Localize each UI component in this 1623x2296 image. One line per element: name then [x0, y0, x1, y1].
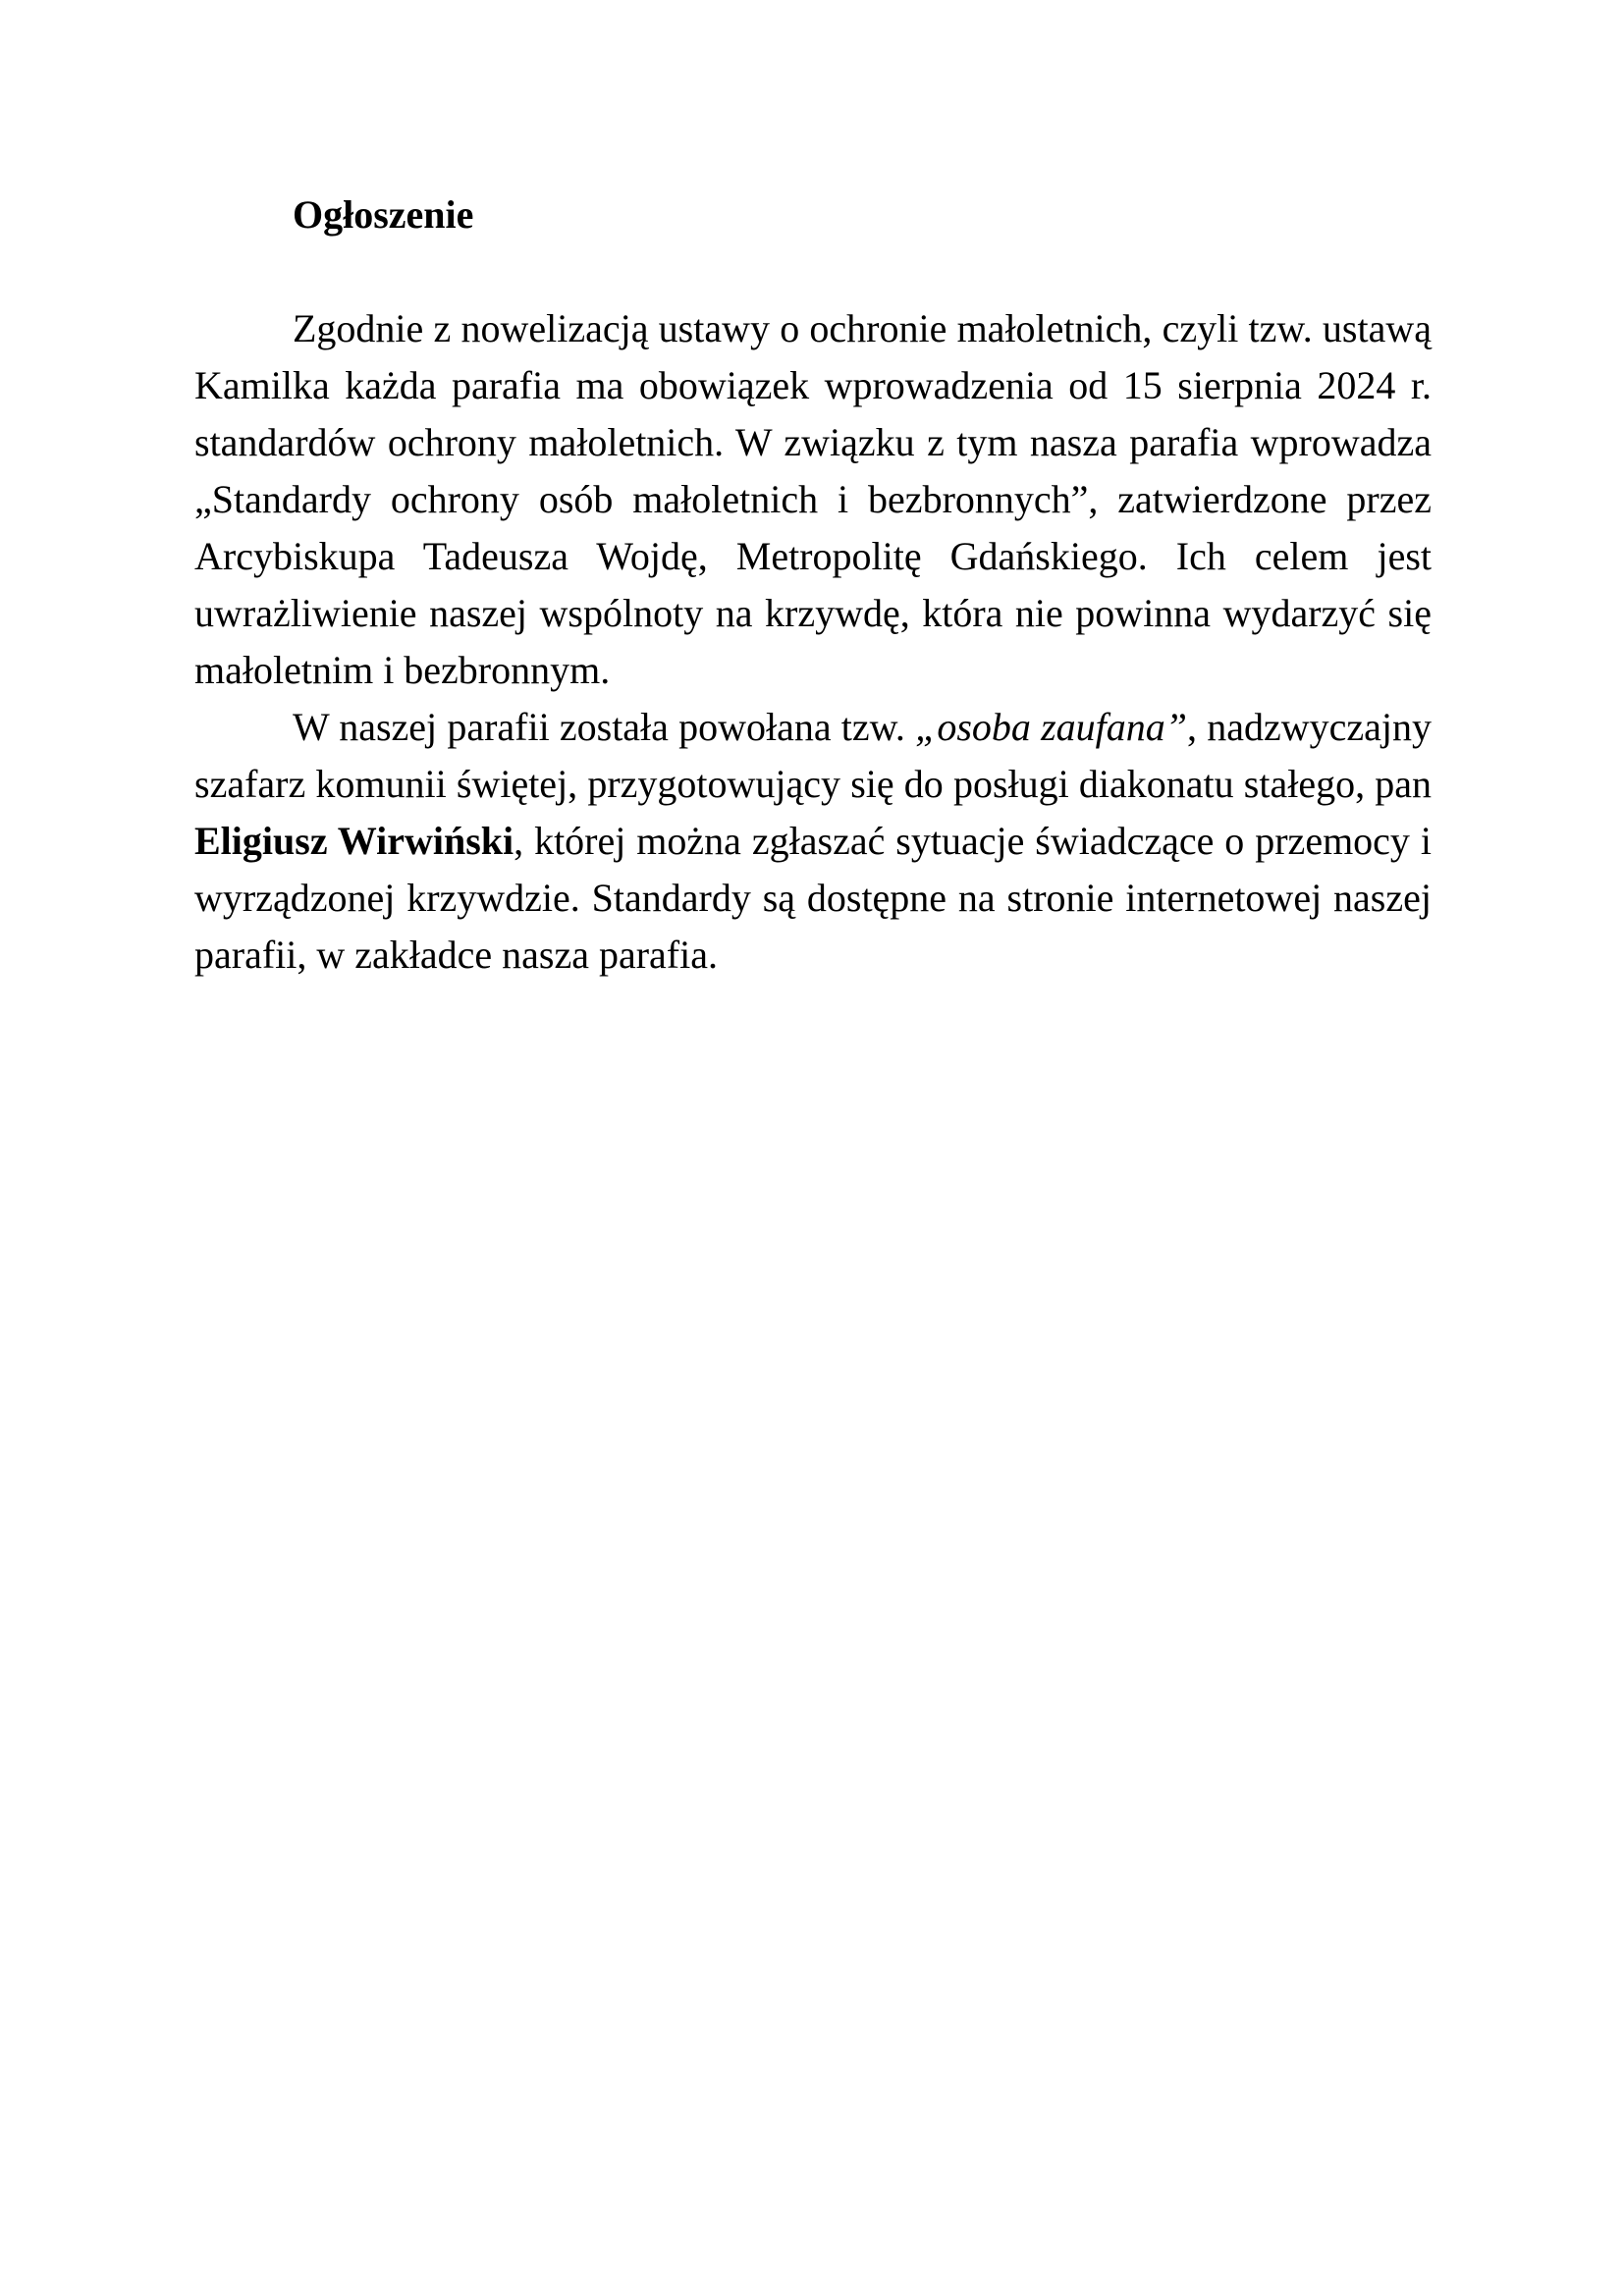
trusted-person-term: „osoba zaufana”: [915, 705, 1188, 749]
paragraph-2-text-3: , której można zgłaszać sytuacje świadczące o przemocy i wyrządzonej krzywdzie. Standardy są dostępne na stronie internetowej naszej parafii, w zakładce nasza parafia.: [194, 819, 1432, 977]
document-title: Ogłoszenie: [293, 192, 474, 237]
paragraph-2-text-2: , nadzwyczajny szafarz komunii świętej, przygotowujący się do posługi diakonatu stałego, pan: [194, 705, 1432, 806]
paragraph-2-text-1: W naszej parafii została powołana tzw.: [293, 705, 916, 749]
paragraph-2: [194, 699, 1432, 984]
trusted-person-name: Eligiusz Wirwiński: [194, 819, 514, 863]
paragraph-1: Zgodnie z nowelizacją ustawy o ochronie małoletnich, czyli tzw. ustawą Kamilka każda parafia ma obowiązek wprowadzenia od 15 sierpnia 2024 r. standardów ochrony małoletnich. W związku z tym nasza parafia wprowadza „Standardy ochrony osób małoletnich i bezbronnych”, zatwierdzone przez Arcybiskupa Tadeusza Wojdę, Metropolitę Gdańskiego. Ich celem jest uwrażliwienie naszej wspólnoty na krzywdę, która nie powinna wydarzyć się małoletnim i bezbronnym.: [194, 306, 1432, 692]
document-body: [194, 187, 1432, 984]
